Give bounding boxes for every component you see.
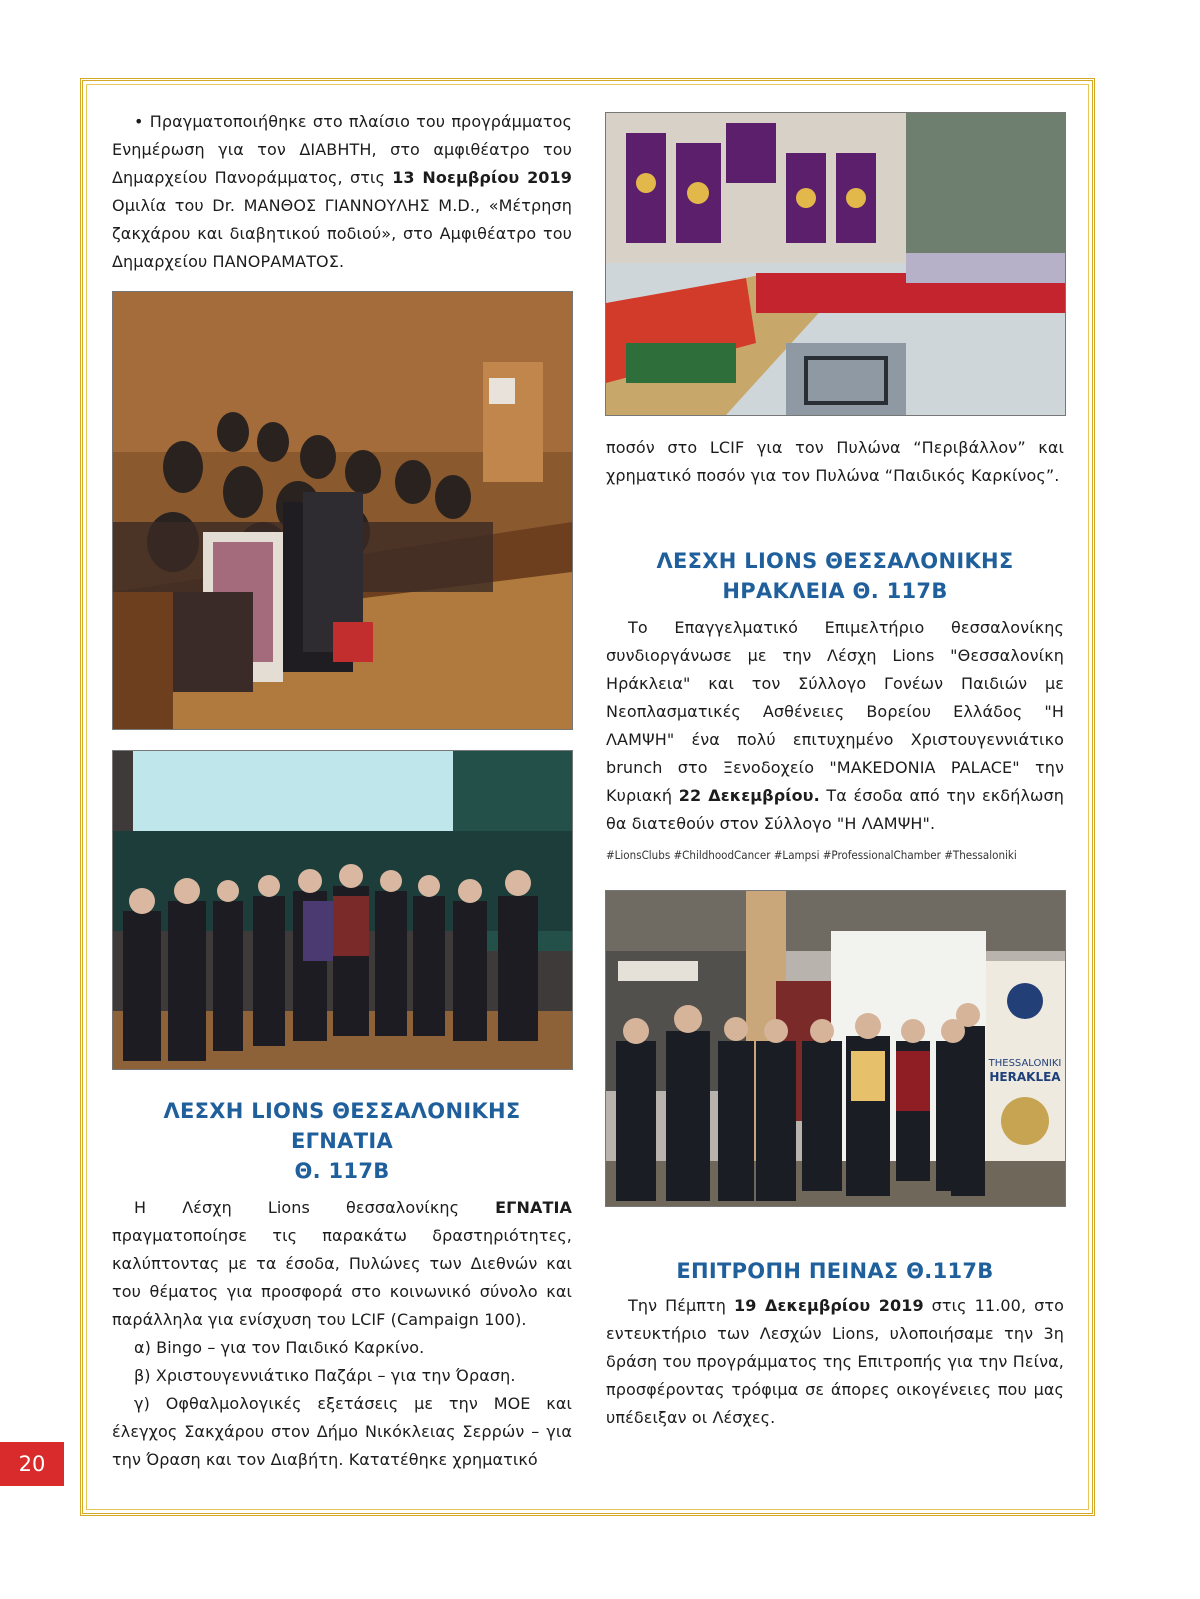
intro-paragraph-block bbox=[112, 108, 572, 276]
photo-group-auditorium bbox=[112, 750, 573, 1070]
egnatia-item-c: γ) Οφθαλμολογικές εξετάσεις με την ΜΟΕ και έλεγχος Σακχάρου στον Δήμο Νικόκλειας Σερρών – για την Όραση και τον Διαβήτη. Κατατέθηκε χρηματικό bbox=[112, 1394, 572, 1469]
egnatia-item-b: β) Χριστουγεννιάτικο Παζάρι – για την Όραση. bbox=[134, 1366, 516, 1385]
hunger-committee-section bbox=[606, 1256, 1064, 1432]
banner-text-line2: HERAKLEA bbox=[989, 1070, 1061, 1084]
lcif-continuation-block bbox=[606, 434, 1064, 490]
photo-auditorium-audience bbox=[112, 291, 573, 730]
hashtags-line: #LionsClubs #ChildhoodCancer #Lampsi #ProfessionalChamber #Thessaloniki bbox=[606, 848, 1017, 862]
intro-paragraph: • Πραγματοποιήθηκε στο πλαίσιο του προγράμματος Ενημέρωση για τον ΔΙΑΒΗΤΗ, στο αμφιθέατρο του Δημαρχείου Πανοράμματος, στις 13 Νοεμβρίου 2019 Ομιλία του Dr. ΜΑΝΘΟΣ ΓΙΑΝΝΟΥΛΗΣ M.D., «Μέτρηση ζακχάρου και διαβητικού ποδιού», στο Αμφιθέατρο του Δημαρχείου ΠΑΝΟΡΑΜΑΤΟΣ. bbox=[112, 112, 572, 271]
heraklea-section bbox=[606, 546, 1064, 862]
banner-text-line1: THESSALONIKI bbox=[988, 1058, 1062, 1069]
egnatia-section bbox=[112, 1096, 572, 1474]
auditorium-photo-drawing bbox=[113, 292, 572, 729]
page-number: 20 bbox=[0, 1442, 64, 1486]
group-photo-drawing bbox=[113, 751, 572, 1069]
egnatia-paragraph: Η Λέσχη Lions θεσσαλονίκης ΕΓΝΑΤΙΑ πραγματοποίησε τις παρακάτω δραστηριότητες, καλύπτοντας με τα έσοδα, Πυλώνες των Διεθνών και του θέματος για προσφορά στο κοινωνικό σύνολο και παράλληλα για ενίσχυση του LCIF (Campaign 100). bbox=[112, 1198, 572, 1329]
photo-christmas-bazaar bbox=[605, 112, 1066, 416]
heraklea-section-title: ΛΕΣΧΗ LIONS ΘΕΣΣΑΛΟΝΙΚΗΣ ΗΡΑΚΛΕΙΑ Θ. 117Β bbox=[656, 549, 1014, 603]
hunger-committee-paragraph: Την Πέμπτη 19 Δεκεμβρίου 2019 στις 11.00, στο εντευκτήριο των Λεσχών Lions, υλοποιήσαμε την 3η δράση του προγράμματος της Επιτροπής για την Πείνα, προσφέροντας τρόφιμα σε άπορες οικογένειες που μας υπέδειξαν οι Λέσχες. bbox=[606, 1296, 1065, 1427]
lcif-continuation-paragraph: ποσόν στο LCIF για τον Πυλώνα “Περιβάλλον” και χρηματικό ποσόν για τον Πυλώνα “Παιδικός Καρκίνος”. bbox=[606, 438, 1064, 485]
heraklea-paragraph: Το Επαγγελματικό Επιμελτήριο θεσσαλονίκης συνδιοργάνωσε με την Λέσχη Lions "Θεσσαλονίκη Ηράκλεια" και τον Σύλλογο Γονέων Παιδιών με Νεοπλασματικές Ασθένειες Βορείου Ελλάδος "Η ΛΑΜΨΗ" ένα πολύ επιτυχημένο Χριστουγεννιάτικο brunch στο Ξενοδοχείο "MAKEDONIA PALACE" την Κυριακή 22 Δεκεμβρίου. Τα έσοδα από την εκδήλωση θα διατεθούν στον Σύλλογο "Η ΛΑΜΨΗ". bbox=[606, 618, 1064, 833]
heraklea-photo-drawing bbox=[606, 891, 1065, 1206]
bazaar-photo-drawing bbox=[606, 113, 1065, 415]
hunger-committee-title: ΕΠΙΤΡΟΠΗ ΠΕΙΝΑΣ Θ.117Β bbox=[676, 1259, 994, 1283]
egnatia-item-a: α) Bingo – για τον Παιδικό Καρκίνο. bbox=[134, 1338, 425, 1357]
egnatia-section-title: ΛΕΣΧΗ LIONS ΘΕΣΣΑΛΟΝΙΚΗΣ ΕΓΝΑΤΙΑ Θ. 117Β bbox=[163, 1099, 521, 1183]
photo-heraklea-brunch-group bbox=[605, 890, 1066, 1207]
